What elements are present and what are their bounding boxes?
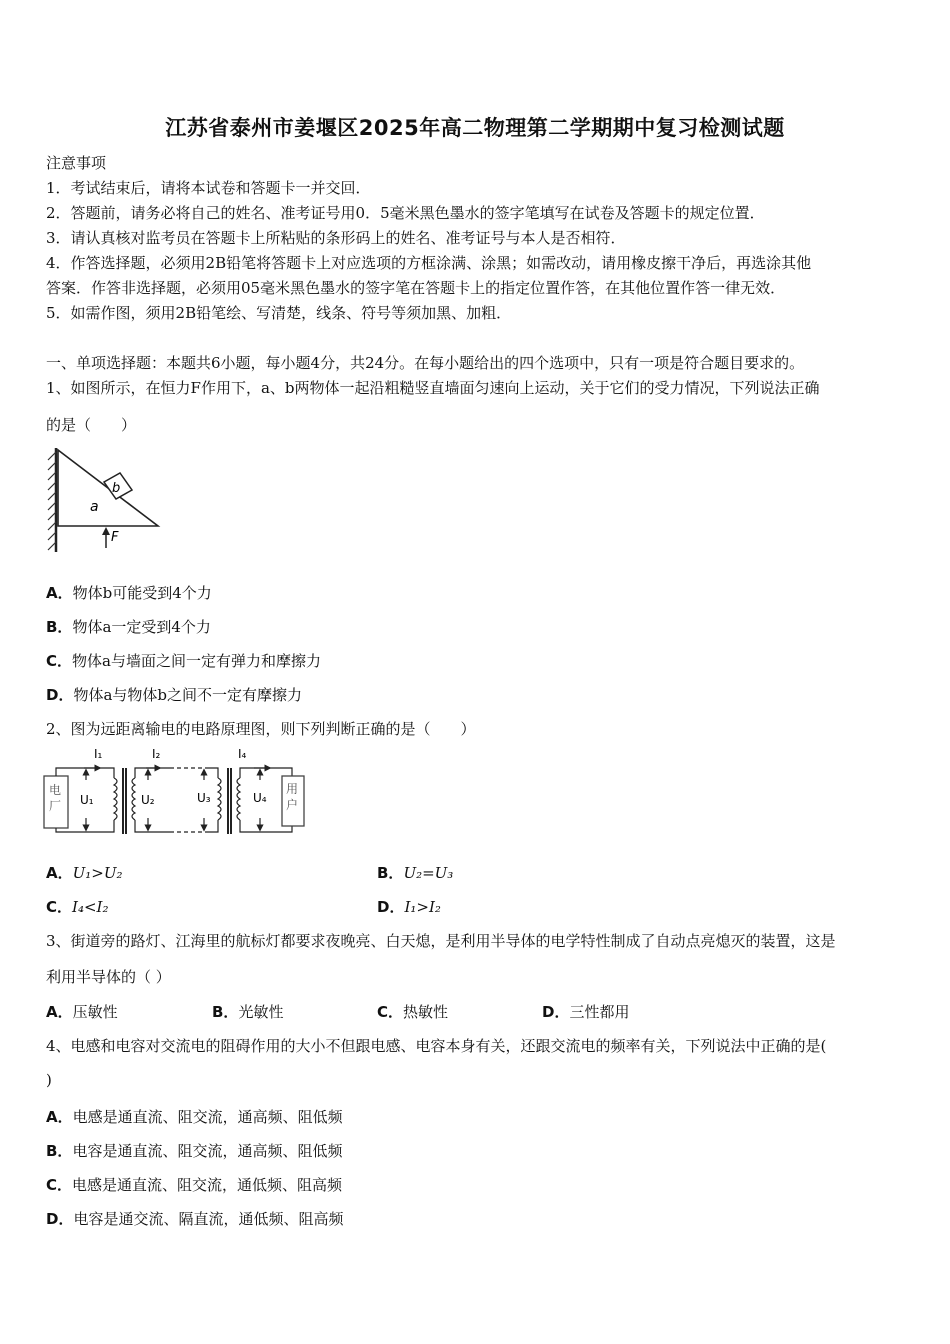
q2-stem: 2、图为远距离输电的电路原理图，则下列判断正确的是（ ） bbox=[46, 720, 476, 738]
notice-item: 5．如需作图，须用2B铅笔绘、写清楚，线条、符号等须加黑、加粗． bbox=[46, 304, 512, 322]
label-i2: I₂ bbox=[152, 747, 161, 761]
q1-option-c[interactable]: C．物体a与墙面之间一定有弹力和摩擦力 bbox=[46, 652, 321, 670]
coil-step-down-secondary bbox=[237, 778, 240, 820]
q3-stem: 3、街道旁的路灯、江海里的航标灯都要求夜晚亮、白天熄，是利用半导体的电学特性制成了自动点亮熄灭的装置，这是 bbox=[46, 932, 836, 950]
q4-option-c[interactable]: C．电感是通直流、阻交流，通低频、阻高频 bbox=[46, 1176, 343, 1194]
q4-option-a[interactable]: A．电感是通直流、阻交流，通高频、阻低频 bbox=[46, 1108, 343, 1126]
q4-stem: 4、电感和电容对交流电的阻碍作用的大小不但跟电感、电容本身有关，还跟交流电的频率有关，下列说法中正确的是( bbox=[46, 1037, 827, 1055]
q1-stem: 1、如图所示，在恒力F作用下，a、b两物体一起沿粗糙竖直墙面匀速向上运动，关于它们的受力情况，下列说法正确 bbox=[46, 379, 820, 397]
svg-text:户: 户 bbox=[286, 798, 299, 812]
notice-heading: 注意事项 bbox=[46, 154, 107, 172]
q1-figure bbox=[44, 444, 169, 556]
notice-item: 答案．作答非选择题，必须用05毫米黑色墨水的签字笔在答题卡上的指定位置作答，在其他位置作答一律无效． bbox=[46, 279, 786, 297]
svg-text:电: 电 bbox=[49, 783, 62, 797]
svg-text:用: 用 bbox=[286, 782, 299, 796]
svg-text:厂: 厂 bbox=[49, 799, 62, 813]
q4-option-d[interactable]: D．电容是通交流、隔直流，通低频、阻高频 bbox=[46, 1210, 344, 1228]
q3-option-a[interactable]: A．压敏性 bbox=[46, 1003, 118, 1021]
label-f: F bbox=[111, 530, 119, 545]
q3-option-d[interactable]: D．三性都用 bbox=[542, 1003, 630, 1021]
coil-secondary bbox=[132, 778, 135, 820]
q1-option-a[interactable]: A．物体b可能受到4个力 bbox=[46, 584, 212, 602]
q2-option-d[interactable]: D．I₁>I₂ bbox=[377, 898, 441, 916]
q1-option-b[interactable]: B．物体a一定受到4个力 bbox=[46, 618, 211, 636]
label-u1: U₁ bbox=[80, 793, 94, 807]
q1-stem-end: 的是（ ） bbox=[46, 416, 137, 434]
label-b: b bbox=[112, 481, 121, 496]
notice-item: 4．作答选择题，必须用2B铅笔将答题卡上对应选项的方框涂满、涂黑；如需改动，请用橡皮擦干净后，再选涂其他 bbox=[46, 254, 812, 272]
notice-item: 1．考试结束后，请将本试卷和答题卡一并交回． bbox=[46, 179, 371, 197]
q4-stem-end: ) bbox=[46, 1071, 52, 1089]
page-title: 江苏省泰州市姜堰区2025年高二物理第二学期期中复习检测试题 bbox=[165, 116, 785, 140]
q3-option-b[interactable]: B．光敏性 bbox=[212, 1003, 284, 1021]
q3-option-c[interactable]: C．热敏性 bbox=[377, 1003, 449, 1021]
q2-circuit bbox=[40, 744, 310, 840]
section-heading: 一、单项选择题：本题共6小题，每小题4分，共24分。在每小题给出的四个选项中，只有一项是符合题目要求的。 bbox=[46, 354, 805, 372]
label-i1: I₁ bbox=[94, 747, 103, 761]
coil-step-down-primary bbox=[218, 778, 221, 820]
q2-option-a[interactable]: A．U₁>U₂ bbox=[46, 864, 123, 882]
coil-primary bbox=[114, 778, 117, 820]
label-u3: U₃ bbox=[197, 791, 211, 805]
q2-option-b[interactable]: B．U₂=U₃ bbox=[377, 864, 454, 882]
notice-item: 3．请认真核对监考员在答题卡上所粘贴的条形码上的姓名、准考证号与本人是否相符． bbox=[46, 229, 626, 247]
q3-stem-end: 利用半导体的（ ） bbox=[46, 968, 171, 986]
label-u4: U₄ bbox=[253, 791, 267, 805]
q2-option-c[interactable]: C．I₄<I₂ bbox=[46, 898, 109, 916]
q1-option-d[interactable]: D．物体a与物体b之间不一定有摩擦力 bbox=[46, 686, 302, 704]
label-i4: I₄ bbox=[238, 747, 247, 761]
notice-item: 2．答题前，请务必将自己的姓名、准考证号用0．5毫米黑色墨水的签字笔填写在试卷及答题卡的规定位置． bbox=[46, 204, 765, 222]
label-a: a bbox=[90, 499, 99, 515]
label-u2: U₂ bbox=[141, 793, 155, 807]
q4-option-b[interactable]: B．电容是通直流、阻交流，通高频、阻低频 bbox=[46, 1142, 343, 1160]
